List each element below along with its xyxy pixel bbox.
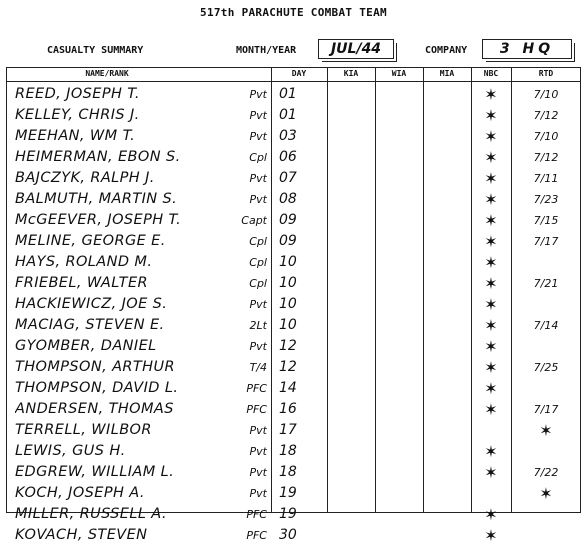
- casualty-name: MEEHAN, WM T.: [15, 128, 136, 144]
- nbc-mark: ✶: [484, 442, 498, 461]
- rtd-date: 7/25: [533, 361, 559, 374]
- casualty-rank: Cpl: [249, 235, 267, 248]
- nbc-mark: ✶: [484, 295, 498, 314]
- casualty-day: 01: [279, 86, 297, 102]
- casualty-name: KOVACH, STEVEN: [15, 527, 148, 543]
- nbc-mark: ✶: [484, 148, 498, 167]
- nbc-mark: [471, 419, 511, 440]
- casualty-day: 17: [279, 422, 297, 438]
- header-day: DAY: [291, 69, 307, 78]
- rtd-date: 7/17: [533, 235, 559, 248]
- table-row: [7, 398, 582, 419]
- rtd-date: ✶: [539, 484, 553, 503]
- casualty-day: 06: [279, 149, 297, 165]
- casualty-rank: Pvt: [249, 445, 267, 458]
- rtd-date: 7/10: [533, 130, 559, 143]
- casualty-day: 10: [279, 296, 297, 312]
- casualty-day: 19: [279, 485, 297, 501]
- month-year-field[interactable]: JUL/44: [318, 39, 394, 59]
- table-row: [7, 251, 582, 272]
- casualty-name: LEWIS, GUS H.: [15, 443, 126, 459]
- casualty-name: THOMPSON, ARTHUR: [15, 359, 175, 375]
- casualty-rank: Pvt: [249, 424, 267, 437]
- table-row: [7, 188, 582, 209]
- rtd-date: 7/12: [533, 151, 559, 164]
- casualty-rank: Cpl: [249, 256, 267, 269]
- nbc-mark: ✶: [484, 463, 498, 482]
- rtd-date: 7/12: [533, 109, 559, 122]
- casualty-rank: Pvt: [249, 172, 267, 185]
- casualty-name: KOCH, JOSEPH A.: [15, 485, 145, 501]
- casualty-name: HEIMERMAN, EBON S.: [15, 149, 181, 165]
- nbc-mark: ✶: [484, 316, 498, 335]
- casualty-rank: Capt: [241, 214, 267, 227]
- casualty-day: 09: [279, 212, 297, 228]
- table-row: [7, 83, 582, 104]
- casualty-name: REED, JOSEPH T.: [15, 86, 140, 102]
- rtd-date: [511, 503, 581, 524]
- casualty-rank: Cpl: [249, 277, 267, 290]
- casualty-rank: PFC: [246, 508, 267, 521]
- nbc-mark: ✶: [484, 85, 498, 104]
- casualty-rank: Pvt: [249, 487, 267, 500]
- nbc-mark: ✶: [484, 190, 498, 209]
- casualty-rank: 2Lt: [249, 319, 267, 332]
- nbc-mark: ✶: [484, 337, 498, 356]
- casualty-day: 12: [279, 359, 297, 375]
- casualty-day: 12: [279, 338, 297, 354]
- table-row: [7, 293, 582, 314]
- casualty-name: BALMUTH, MARTIN S.: [15, 191, 178, 207]
- casualty-name: MELINE, GEORGE E.: [15, 233, 166, 249]
- casualty-name: TERRELL, WILBOR: [15, 422, 152, 438]
- casualty-name: MACIAG, STEVEN E.: [15, 317, 165, 333]
- casualty-rank: Pvt: [249, 193, 267, 206]
- rtd-date: ✶: [539, 421, 553, 440]
- casualty-day: 10: [279, 317, 297, 333]
- nbc-mark: ✶: [484, 526, 498, 545]
- rtd-date: 7/22: [533, 466, 559, 479]
- casualty-rank: Pvt: [249, 109, 267, 122]
- nbc-mark: ✶: [484, 274, 498, 293]
- summary-label: CASUALTY SUMMARY: [47, 45, 144, 56]
- table-row: [7, 272, 582, 293]
- casualty-rank: Pvt: [249, 130, 267, 143]
- casualty-day: 01: [279, 107, 297, 123]
- nbc-mark: ✶: [484, 379, 498, 398]
- table-row: [7, 419, 582, 440]
- casualty-name: KELLEY, CHRIS J.: [15, 107, 140, 123]
- rtd-date: [511, 440, 581, 461]
- rtd-date: 7/11: [533, 172, 559, 185]
- casualty-rank: Pvt: [249, 88, 267, 101]
- header-rule: [7, 81, 580, 82]
- table-row: [7, 503, 582, 524]
- nbc-mark: ✶: [484, 127, 498, 146]
- table-row: [7, 209, 582, 230]
- rtd-date: [511, 377, 581, 398]
- casualty-name: HACKIEWICZ, JOE S.: [15, 296, 168, 312]
- casualty-rank: Pvt: [249, 298, 267, 311]
- company-field[interactable]: 3 HQ: [482, 39, 572, 59]
- casualty-name: FRIEBEL, WALTER: [15, 275, 148, 291]
- table-row: [7, 524, 582, 545]
- casualty-day: 08: [279, 191, 297, 207]
- table-row: [7, 377, 582, 398]
- casualty-rank: PFC: [246, 403, 267, 416]
- nbc-mark: ✶: [484, 106, 498, 125]
- table-row: [7, 167, 582, 188]
- table-row: [7, 440, 582, 461]
- casualty-day: 16: [279, 401, 297, 417]
- company-label: COMPANY: [425, 45, 468, 56]
- nbc-mark: ✶: [484, 358, 498, 377]
- nbc-mark: ✶: [484, 505, 498, 524]
- casualty-name: GYOMBER, DANIEL: [15, 338, 157, 354]
- casualty-name: BAJCZYK, RALPH J.: [15, 170, 155, 186]
- casualty-rank: T/4: [249, 361, 267, 374]
- casualty-day: 09: [279, 233, 297, 249]
- table-row: [7, 356, 582, 377]
- casualty-day: 07: [279, 170, 297, 186]
- casualty-day: 18: [279, 464, 297, 480]
- rtd-date: [511, 293, 581, 314]
- nbc-mark: ✶: [484, 253, 498, 272]
- casualty-rank: Pvt: [249, 466, 267, 479]
- rtd-date: [511, 524, 581, 545]
- header-kia: KIA: [343, 69, 359, 78]
- table-row: [7, 461, 582, 482]
- casualty-rank: PFC: [246, 382, 267, 395]
- rtd-date: 7/21: [533, 277, 559, 290]
- casualty-day: 30: [279, 527, 297, 543]
- casualty-day: 19: [279, 506, 297, 522]
- month-year-label: MONTH/YEAR: [236, 45, 297, 56]
- header-mia: MIA: [439, 69, 455, 78]
- rtd-date: 7/17: [533, 403, 559, 416]
- casualty-day: 10: [279, 254, 297, 270]
- casualty-name: HAYS, ROLAND M.: [15, 254, 153, 270]
- rtd-date: [511, 251, 581, 272]
- nbc-mark: ✶: [484, 211, 498, 230]
- header-rtd: RTD: [538, 69, 554, 78]
- rtd-date: 7/10: [533, 88, 559, 101]
- table-row: [7, 125, 582, 146]
- table-row: [7, 314, 582, 335]
- form-title: 517th PARACHUTE COMBAT TEAM: [200, 6, 387, 19]
- nbc-mark: [471, 482, 511, 503]
- header-name-rank: NAME/RANK: [85, 69, 129, 78]
- table-row: [7, 230, 582, 251]
- table-row: [7, 146, 582, 167]
- casualty-day: 10: [279, 275, 297, 291]
- casualty-rank: Cpl: [249, 151, 267, 164]
- table-row: [7, 482, 582, 503]
- casualty-rank: PFC: [246, 529, 267, 542]
- rtd-date: 7/23: [533, 193, 559, 206]
- casualty-name: MILLER, RUSSELL A.: [15, 506, 167, 522]
- rtd-date: 7/15: [533, 214, 559, 227]
- header-nbc: NBC: [483, 69, 499, 78]
- nbc-mark: ✶: [484, 169, 498, 188]
- rtd-date: [511, 335, 581, 356]
- casualty-name: McGEEVER, JOSEPH T.: [15, 212, 182, 228]
- table-row: [7, 335, 582, 356]
- casualty-name: EDGREW, WILLIAM L.: [15, 464, 175, 480]
- header-wia: WIA: [391, 69, 407, 78]
- nbc-mark: ✶: [484, 400, 498, 419]
- casualty-table: [6, 67, 581, 545]
- casualty-rank: Pvt: [249, 340, 267, 353]
- table-row: [7, 104, 582, 125]
- rtd-date: 7/14: [533, 319, 559, 332]
- casualty-day: 14: [279, 380, 297, 396]
- casualty-day: 18: [279, 443, 297, 459]
- nbc-mark: ✶: [484, 232, 498, 251]
- casualty-name: THOMPSON, DAVID L.: [15, 380, 179, 396]
- casualty-day: 03: [279, 128, 297, 144]
- casualty-name: ANDERSEN, THOMAS: [15, 401, 174, 417]
